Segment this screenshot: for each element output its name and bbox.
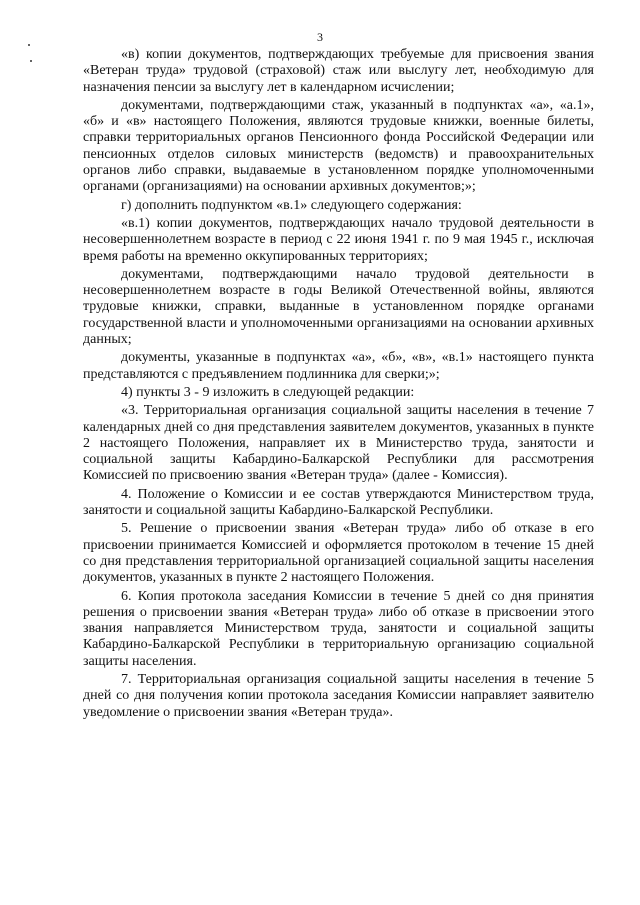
paragraph-item-v: «в) копии документов, подтверждающих требуемые для присвоения звания «Ветеран труда» трудовой (страховой) стаж или выслугу лет, необходимую для назначения пенсии за выслугу лет в календарном исчислении; [83, 47, 594, 95]
paragraph-point-4: 4. Положение о Комиссии и ее состав утверждаются Министерством труда, занятости и социальной защиты Кабардино-Балкарской Республики. [83, 486, 594, 519]
paragraph-item-v1: «в.1) копии документов, подтверждающих начало трудовой деятельности в несовершеннолетнем возрасте в период с 22 июня 1941 г. по 9 мая 1945 г., исключая время работы на временно оккупированных территориях; [83, 215, 594, 264]
paragraph-point-5: 5. Решение о присвоении звания «Ветеран труда» либо об отказе в его присвоении принимается Комиссией и оформляется протоколом в течение 15 дней со дня представления территориальной организацией социальной защиты населения документов, указанных в пункте 2 настоящего Положения. [83, 521, 594, 586]
paragraph-item-4: 4) пункты 3 - 9 изложить в следующей редакции: [121, 384, 415, 400]
paragraph-item-g: г) дополнить подпунктом «в.1» следующего содержания: [121, 197, 462, 213]
scan-speck [30, 60, 32, 62]
paragraph-point-6: 6. Копия протокола заседания Комиссии в течение 5 дней со дня принятия решения о присвоении звания «Ветеран труда» либо об отказе в присвоении этого звания направляется Министерством труда, занятости и социальной защиты Кабардино-Балкарской Республики в территориальную организацию социальной защиты населения. [83, 588, 594, 669]
paragraph-documents-originals: документы, указанные в подпунктах «а», «б», «в», «в.1» настоящего пункта представляются с предъявлением подлинника для сверки;»; [83, 350, 594, 382]
paragraph-point-3: «3. Территориальная организация социальной защиты населения в течение 7 календарных дней со дня представления заявителем документов, указанных в пункте 2 настоящего Положения, направляет их в Министерство труда, занятости и социальной защиты Кабардино-Балкарской Республики для рассмотрения Комиссией по присвоению звания «Ветеран труда» (далее - Комиссия). [83, 403, 594, 484]
paragraph-documents-work-start: документами, подтверждающими начало трудовой деятельности в несовершеннолетнем возрасте в годы Великой Отечественной войны, являются трудовые книжки, справки, выданные в установленном порядке органами государственной власти и уполномоченными организациями на основании архивных данных; [83, 266, 594, 348]
paragraph-point-7: 7. Территориальная организация социальной защиты населения в течение 5 дней со дня получения копии протокола заседания Комиссии направляет заявителю уведомление о присвоении звания «Ветеран труда». [83, 671, 594, 720]
page-number: 3 [317, 30, 323, 44]
document-body [83, 47, 594, 721]
paragraph-documents-stazh: документами, подтверждающими стаж, указанный в подпунктах «а», «а.1», «б» и «в» настоящего Положения, являются трудовые книжки, военные билеты, справки территориальных органов Пенсионного фонда Российской Федерации или пенсионных отделов силовых министерств (ведомств) и правоохранительных органов либо справки, выдаваемые в установленном порядке уполномоченными органами (организациями) на основании архивных документов;»; [83, 97, 594, 195]
